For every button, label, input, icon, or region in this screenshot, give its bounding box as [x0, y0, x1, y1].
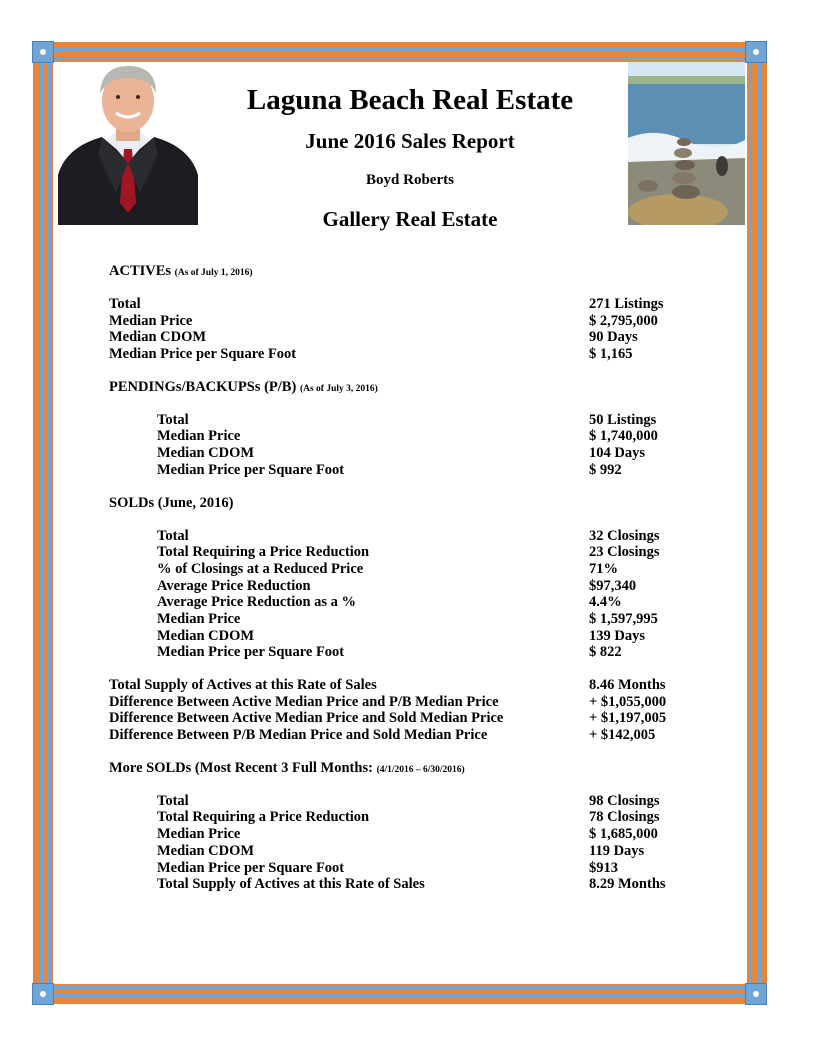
row-label: Total	[157, 527, 189, 544]
solds-row-requiring-reduction	[109, 544, 709, 561]
row-value: $913	[589, 859, 618, 876]
report-title: Laguna Beach Real Estate	[246, 84, 574, 116]
actives-heading	[109, 263, 709, 280]
row-value: 32 Closings	[589, 527, 660, 544]
summary-row-supply	[109, 677, 709, 694]
row-label: Total Requiring a Price Reduction	[157, 544, 370, 561]
row-label: Total	[157, 411, 189, 428]
row-value: 78 Closings	[589, 809, 660, 826]
summary-row-active-vs-pb	[109, 694, 709, 711]
row-value: $ 1,685,000	[589, 826, 658, 843]
row-value: + $142,005	[589, 727, 656, 744]
actives-row-total	[109, 296, 709, 313]
row-value: 90 Days	[589, 329, 638, 346]
row-label: Total	[109, 296, 141, 312]
row-label: Total Supply of Actives at this Rate of Sales	[157, 876, 425, 893]
solds-row-avg-reduction	[109, 578, 709, 595]
row-value: 23 Closings	[589, 544, 660, 561]
row-label: Difference Between Active Median Price and Sold Median Price	[109, 710, 504, 727]
row-label: Median Price per Square Foot	[157, 859, 345, 876]
row-label: Difference Between Active Median Price and P/B Median Price	[109, 693, 499, 710]
row-label: Median Price	[157, 826, 241, 843]
row-label: Total Requiring a Price Reduction	[157, 809, 370, 826]
pendings-heading-note: (As of July 3, 2016)	[299, 383, 378, 394]
row-label: Total Supply of Actives at this Rate of Sales	[109, 677, 377, 693]
row-label: Median CDOM	[157, 627, 255, 644]
row-label: Median Price	[157, 610, 241, 627]
row-value: 71%	[589, 560, 618, 577]
row-label: Difference Between P/B Median Price and Sold Median Price	[109, 727, 488, 744]
border-corner-bottom-left	[32, 983, 54, 1005]
row-label: Median Price	[157, 428, 241, 445]
solds-row-median-cdom	[109, 628, 709, 645]
more-solds-row-median-price	[109, 826, 709, 843]
more-solds-row-supply	[109, 876, 709, 893]
more-solds-row-median-cdom	[109, 843, 709, 860]
actives-row-median-cdom	[109, 329, 709, 346]
row-value: 139 Days	[589, 627, 645, 644]
solds-row-avg-reduction-pct	[109, 594, 709, 611]
agent-name: Boyd Roberts	[366, 172, 454, 188]
row-value: 4.4%	[589, 594, 622, 611]
row-label: Median CDOM	[157, 842, 255, 859]
row-value: $ 992	[589, 461, 622, 478]
row-value: $ 2,795,000	[589, 312, 658, 329]
solds-row-median-price	[109, 611, 709, 628]
agent-portrait-photo	[58, 63, 198, 225]
row-label: % of Closings at a Reduced Price	[157, 560, 364, 577]
pendings-row-total	[109, 412, 709, 429]
report-subtitle: June 2016 Sales Report	[305, 129, 515, 153]
pendings-heading-text: PENDINGs/BACKUPSs (P/B)	[109, 378, 297, 395]
solds-row-price-per-sqft	[109, 644, 709, 661]
brokerage-name: Gallery Real Estate	[322, 207, 498, 231]
pendings-row-median-cdom	[109, 445, 709, 462]
sales-report-body	[109, 263, 709, 893]
row-label: Median CDOM	[157, 445, 255, 462]
summary-row-pb-vs-sold	[109, 727, 709, 744]
row-value: $97,340	[589, 577, 637, 594]
agent-portrait-illustration	[58, 63, 198, 225]
row-value: 119 Days	[589, 842, 645, 859]
row-value: $ 1,165	[589, 346, 633, 363]
solds-row-total	[109, 528, 709, 545]
row-label: Median Price per Square Foot	[157, 644, 345, 661]
row-label: Average Price Reduction	[157, 577, 311, 594]
row-value: 104 Days	[589, 445, 645, 462]
row-value: 98 Closings	[589, 792, 660, 809]
more-solds-heading-note: (4/1/2016 – 6/30/2016)	[376, 764, 465, 775]
pendings-row-median-price	[109, 428, 709, 445]
more-solds-heading-text: More SOLDs (Most Recent 3 Full Months:	[109, 759, 373, 776]
more-solds-row-requiring-reduction	[109, 809, 709, 826]
row-label: Total	[157, 792, 189, 809]
actives-row-price-per-sqft	[109, 346, 709, 363]
pendings-heading	[109, 379, 709, 396]
border-corner-top-left	[32, 41, 54, 63]
solds-heading	[109, 495, 709, 512]
beach-photo-illustration	[628, 62, 745, 225]
row-value: $ 822	[589, 644, 622, 661]
row-label: Median Price per Square Foot	[157, 461, 345, 478]
row-value: 271 Listings	[589, 296, 664, 312]
solds-row-pct-reduced	[109, 561, 709, 578]
actives-heading-text: ACTIVEs	[109, 263, 172, 279]
summary-row-active-vs-sold	[109, 710, 709, 727]
more-solds-heading	[109, 760, 709, 777]
more-solds-row-total	[109, 793, 709, 810]
beach-rock-cairn-photo	[628, 62, 745, 225]
solds-heading-text: SOLDs (June, 2016)	[109, 494, 234, 511]
border-corner-bottom-right	[745, 983, 767, 1005]
row-value: 8.29 Months	[589, 876, 666, 893]
actives-row-median-price	[109, 313, 709, 330]
row-label: Median Price	[109, 312, 193, 329]
row-value: + $1,055,000	[589, 693, 667, 710]
row-label: Average Price Reduction as a %	[157, 594, 357, 611]
row-value: 50 Listings	[589, 411, 657, 428]
row-value: + $1,197,005	[589, 710, 667, 727]
border-corner-top-right	[745, 41, 767, 63]
row-value: $ 1,597,995	[589, 610, 658, 627]
more-solds-row-price-per-sqft	[109, 860, 709, 877]
row-value: $ 1,740,000	[589, 428, 658, 445]
row-label: Median CDOM	[109, 329, 207, 346]
row-value: 8.46 Months	[589, 677, 666, 693]
row-label: Median Price per Square Foot	[109, 346, 297, 363]
pendings-row-price-per-sqft	[109, 462, 709, 479]
actives-heading-note: (As of July 1, 2016)	[174, 268, 253, 278]
